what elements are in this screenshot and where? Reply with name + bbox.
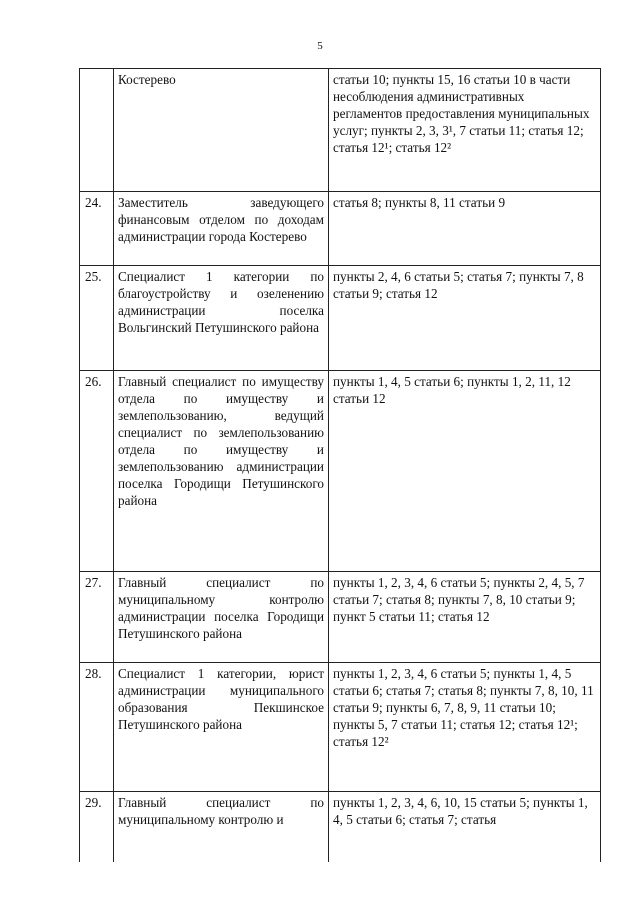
table-row xyxy=(80,69,601,192)
table-row xyxy=(80,371,601,572)
table-row xyxy=(80,192,601,266)
articles-cell: пункты 1, 2, 3, 4, 6 статьи 5; пункты 2, 4, 5, 7 статьи 7; статья 8; пункты 7, 8, 10 статьи 9; пункт 5 статьи 11; статья 12 xyxy=(329,572,601,663)
table-row xyxy=(80,266,601,371)
position-cell: Заместитель заведующего финансовым отделом по доходам администрации города Костерево xyxy=(114,192,329,266)
articles-cell: статья 8; пункты 8, 11 статьи 9 xyxy=(329,192,601,266)
row-number: 29. xyxy=(80,792,114,863)
table-row xyxy=(80,572,601,663)
table-row xyxy=(80,663,601,792)
row-number: 25. xyxy=(80,266,114,371)
position-cell: Главный специалист по имуществу отдела по имуществу и землепользованию, ведущий специалист по землепользованию отдела по имуществу и землепользованию администрации поселка Городищи Петушинского района xyxy=(114,371,329,572)
page-bottom-margin xyxy=(0,895,640,905)
position-cell: Главный специалист по муниципальному контролю администрации поселка Городищи Петушинского района xyxy=(114,572,329,663)
row-number: 28. xyxy=(80,663,114,792)
row-number xyxy=(80,69,114,192)
row-number: 27. xyxy=(80,572,114,663)
table-row xyxy=(80,792,601,863)
position-cell: Специалист 1 категории, юрист администрации муниципального образования Пекшинское Петушинского района xyxy=(114,663,329,792)
articles-cell: пункты 1, 2, 3, 4, 6 статьи 5; пункты 1, 4, 5 статьи 6; статья 7; статья 8; пункты 7, 8, 10, 11 статьи 9; пункты 6, 7, 8, 9, 11 статьи 10; пункты 5, 7 статьи 11; статья 12; статья 12¹; статья 12² xyxy=(329,663,601,792)
row-number: 24. xyxy=(80,192,114,266)
articles-cell: пункты 2, 4, 6 статьи 5; статья 7; пункты 7, 8 статьи 9; статья 12 xyxy=(329,266,601,371)
officials-table xyxy=(79,68,601,862)
position-cell: Главный специалист по муниципальному контролю и xyxy=(114,792,329,863)
row-number: 26. xyxy=(80,371,114,572)
position-cell: Костерево xyxy=(114,69,329,192)
articles-cell: пункты 1, 4, 5 статьи 6; пункты 1, 2, 11, 12 статьи 12 xyxy=(329,371,601,572)
articles-cell: пункты 1, 2, 3, 4, 6, 10, 15 статьи 5; пункты 1, 4, 5 статьи 6; статья 7; статья xyxy=(329,792,601,863)
position-cell: Специалист 1 категории по благоустройству и озеленению администрации поселка Вольгинский Петушинского района xyxy=(114,266,329,371)
page-number: 5 xyxy=(317,40,323,52)
articles-cell: статьи 10; пункты 15, 16 статьи 10 в части несоблюдения административных регламентов предоставления муниципальных услуг; пункты 2, 3, 3¹, 7 статьи 11; статья 12; статья 12¹; статья 12² xyxy=(329,69,601,192)
